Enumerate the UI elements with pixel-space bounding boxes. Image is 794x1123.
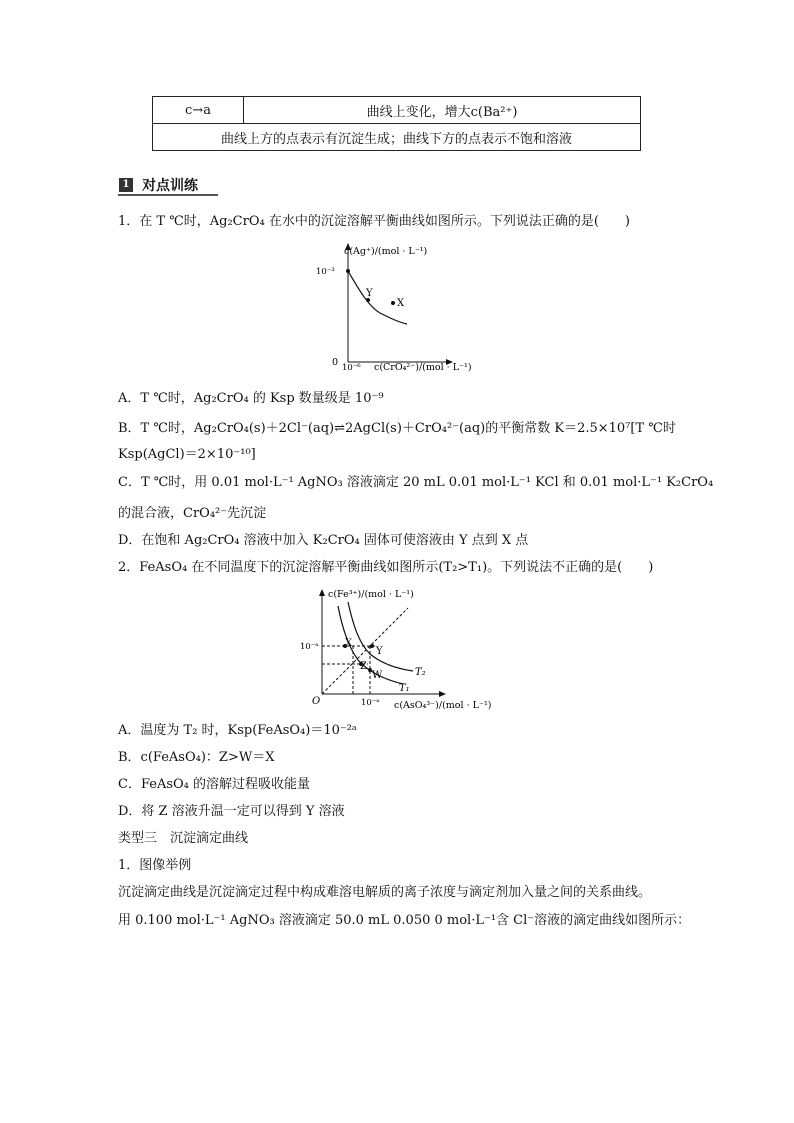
point-start [346, 269, 350, 273]
y-tick-label: 10⁻ᵃ [300, 642, 319, 652]
point-x-label: X [397, 298, 405, 309]
section-underline [118, 194, 218, 196]
point-y-mark [370, 644, 374, 648]
point-x-label: X [345, 638, 353, 649]
type3-paragraph-2: 用 0.100 mol·L⁻¹ AgNO₃ 溶液滴定 50.0 mL 0.050 0 mol·L⁻¹含 Cl⁻溶液的滴定曲线如图所示： [118, 913, 691, 928]
point-z-label: Z [360, 661, 367, 672]
type3-paragraph-1: 沉淀滴定曲线是沉淀滴定过程中构成难溶电解质的离子浓度与滴定剂加入量之间的关系曲线。 [118, 885, 652, 900]
table-cell: 曲线上方的点表示有沉淀生成；曲线下方的点表示不饱和溶液 [153, 124, 641, 151]
curve-t2-label: T₂ [415, 667, 426, 678]
section-badge-icon: 1 [119, 178, 133, 192]
question-1-option-b: B．T ℃时，Ag₂CrO₄(s)＋2Cl⁻(aq)⇌2AgCl(s)＋CrO₄²⁻(aq)的平衡常数 K＝2.5×10⁷[T ℃时 [118, 421, 676, 436]
point-x-mark [391, 301, 395, 305]
question-2-option-d: D．将 Z 溶液升温一定可以得到 Y 溶液 [118, 804, 345, 819]
question-2-option-c: C．FeAsO₄ 的溶解过程吸收能量 [118, 777, 311, 792]
question-2-option-a: A．温度为 T₂ 时，Ksp(FeAsO₄)＝10⁻²ᵃ [118, 723, 357, 738]
question-2-option-b: B．c(FeAsO₄)：Z>W＝X [118, 750, 275, 765]
figure-2 [298, 584, 498, 714]
question-1-option-c-cont: 的混合液，CrO₄²⁻先沉淀 [118, 506, 267, 521]
y-axis-label: c(Fe³⁺)/(mol · L⁻¹) [328, 589, 414, 600]
y-tick-label: 10⁻³ [316, 267, 335, 277]
x-tick-label: 10⁻⁶ [342, 363, 361, 373]
x-axis-label: c(AsO₄³⁻)/(mol · L⁻¹) [394, 700, 492, 711]
question-1-option-d: D．在饱和 Ag₂CrO₄ 溶液中加入 K₂CrO₄ 固体可使溶液由 Y 点到 X 点 [118, 533, 529, 548]
question-1-option-a: A．T ℃时，Ag₂CrO₄ 的 Ksp 数量级是 10⁻⁹ [118, 391, 384, 406]
type3-heading: 类型三 沉淀滴定曲线 [118, 831, 249, 846]
origin-label: O [312, 696, 321, 707]
section-title: 对点训练 [142, 178, 198, 194]
curve-t1-label: T₁ [399, 683, 410, 694]
x-tick-label: 10⁻ᵃ [361, 698, 380, 708]
summary-table [152, 96, 641, 151]
point-y-label: Y [376, 646, 383, 657]
question-1-option-b-cont: Ksp(AgCl)＝2×10⁻¹⁰] [118, 447, 256, 462]
x-axis-label: c(CrO₄²⁻)/(mol · L⁻¹) [374, 362, 472, 373]
question-1-stem: 1．在 T ℃时，Ag₂CrO₄ 在水中的沉淀溶解平衡曲线如图所示。下列说法正确的是( ) [118, 214, 630, 229]
figure-1 [310, 238, 485, 378]
diagonal-guide [322, 608, 408, 694]
point-w-label: W [372, 670, 383, 681]
type3-subheading: 1．图像举例 [118, 858, 192, 873]
y-axis-label: c(Ag⁺)/(mol · L⁻¹) [344, 246, 428, 257]
origin-label: 0 [332, 357, 339, 368]
table-cell: c→a [153, 97, 244, 124]
table-cell: 曲线上变化，增大c(Ba²⁺) [244, 97, 641, 124]
question-1-option-c: C．T ℃时，用 0.01 mol·L⁻¹ AgNO₃ 溶液滴定 20 mL 0.01 mol·L⁻¹ KCl 和 0.01 mol·L⁻¹ K₂CrO₄ [118, 475, 714, 490]
section-heading [118, 175, 218, 197]
question-2-stem: 2．FeAsO₄ 在不同温度下的沉淀溶解平衡曲线如图所示(T₂>T₁)。下列说法不正确的是( ) [118, 560, 654, 575]
point-y-label: Y [366, 288, 373, 299]
